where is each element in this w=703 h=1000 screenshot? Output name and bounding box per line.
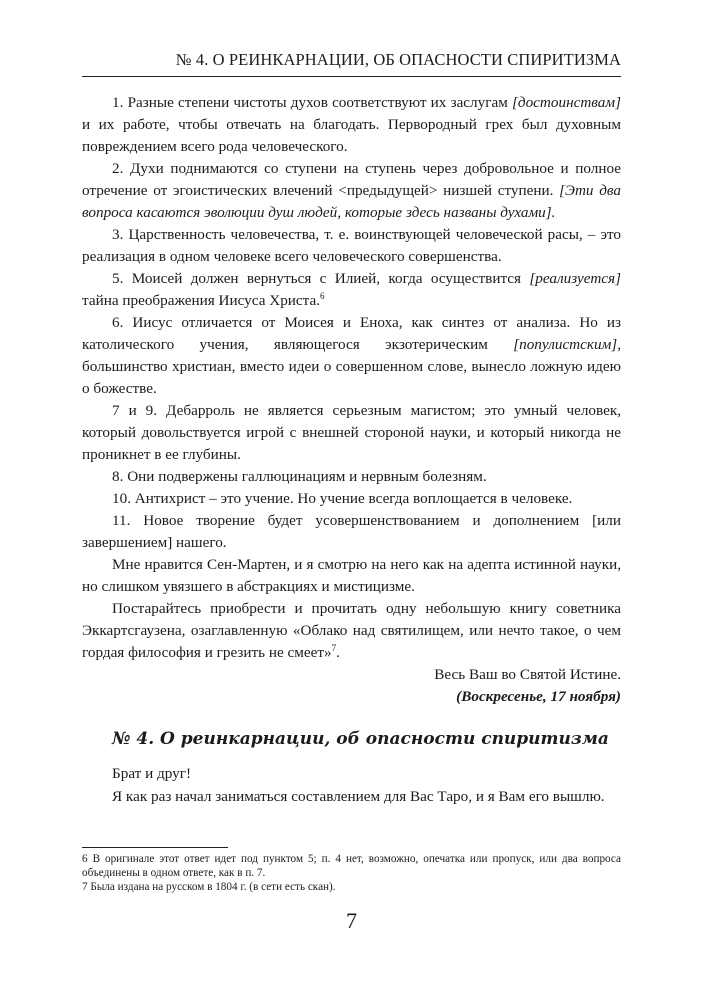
page-number: 7 bbox=[346, 908, 357, 933]
footnote-rule bbox=[82, 847, 228, 848]
paragraph-2 bbox=[82, 158, 621, 224]
text-run: Постарайтесь приобрести и прочитать одну небольшую книгу советника Эккартсгаузена, озаглавленную «Облако над святилищем, или нечто такое, о чем гордая философия и грезить не смеет» bbox=[82, 600, 621, 661]
text-run: 6. Иисус отличается от Моисея и Еноха, как синтез от анализа. Но из католического учения, являющегося экзотерическим bbox=[82, 314, 621, 353]
text-run: и их работе, чтобы отвечать на благодать. Первородный грех был духовным повреждением всего рода человеческого. bbox=[82, 116, 621, 155]
text-run: 1. Разные степени чистоты духов соответствуют их заслугам bbox=[112, 94, 512, 111]
italic-insert: [реализуется] bbox=[529, 270, 621, 287]
footnote-6: 6 В оригинале этот ответ идет под пунктом 5; п. 4 нет, возможно, опечатка или пропуск, или два вопроса объединены в одном ответе, как в п. 7. bbox=[82, 853, 621, 879]
footnote-7: 7 Была издана на русском в 1804 г. (в сети есть скан). bbox=[82, 881, 336, 893]
italic-insert: [достоинствам] bbox=[511, 94, 621, 111]
greeting: Брат и друг! bbox=[112, 765, 192, 782]
main-text bbox=[82, 92, 621, 708]
text-run: 7 и 9. Дебарроль не является серьезным магистом; это умный человек, который довольствуется игрой с внешней стороной науки, и который никогда не проникнет в ее глубины. bbox=[82, 402, 621, 463]
text-run: . bbox=[336, 644, 340, 661]
text-run: 10. Антихрист – это учение. Но учение всегда воплощается в человеке. bbox=[112, 490, 573, 507]
signature-line: Весь Ваш во Святой Истине. bbox=[434, 666, 621, 683]
text-run: 11. Новое творение будет усовершенствованием и дополнением [или завершением] нашего. bbox=[82, 512, 621, 551]
text-run: 3. Царственность человечества, т. е. воинствующей человеческой расы, – это реализация в одном человеке всего человеческого совершенства. bbox=[82, 226, 621, 265]
section-body bbox=[82, 762, 621, 808]
text-run: Мне нравится Сен-Мартен, и я смотрю на него как на адепта истинной науки, но слишком увязшего в абстракциях и мистицизме. bbox=[82, 556, 621, 595]
header-rule bbox=[82, 76, 621, 77]
paragraph-5 bbox=[82, 312, 621, 400]
paragraph-7 bbox=[82, 466, 621, 488]
footnote-ref-7[interactable]: 7 bbox=[331, 642, 337, 653]
paragraph-6 bbox=[82, 400, 621, 466]
date-line: (Воскресенье, 17 ноября) bbox=[456, 688, 621, 705]
footnote-ref-6[interactable]: 6 bbox=[320, 290, 325, 301]
text-run: , большинство христиан, вместо идеи о совершенном слове, вынесло ложную идею о божестве. bbox=[82, 336, 621, 397]
section-heading: № 4. О реинкарнации, об опасности спиритизма bbox=[112, 729, 609, 749]
footnotes bbox=[82, 852, 621, 894]
paragraph-1 bbox=[82, 92, 621, 158]
running-header: № 4. О РЕИНКАРНАЦИИ, ОБ ОПАСНОСТИ СПИРИТИЗМА bbox=[175, 50, 621, 69]
paragraph-11 bbox=[82, 598, 621, 664]
text-run: 8. Они подвержены галлюцинациям и нервным болезням. bbox=[112, 468, 487, 485]
paragraph-3 bbox=[82, 224, 621, 268]
paragraph-8 bbox=[82, 488, 621, 510]
text-run: 5. Моисей должен вернуться с Илией, когда осуществится bbox=[112, 270, 530, 287]
paragraph-4 bbox=[82, 268, 621, 312]
paragraph-9 bbox=[82, 510, 621, 554]
text-run: тайна преображения Иисуса Христа. bbox=[82, 292, 321, 309]
paragraph-10 bbox=[82, 554, 621, 598]
text-run: 2. Духи поднимаются со ступени на ступень через добровольное и полное отречение от эгоистических влечений <предыдущей> низшей ступени. bbox=[82, 160, 621, 199]
italic-insert: [популистским] bbox=[513, 336, 618, 353]
section-paragraph: Я как раз начал заниматься составлением для Вас Таро, и я Вам его вышлю. bbox=[112, 788, 605, 805]
italic-insert: [Эти два вопроса касаются эволюции душ людей, которые здесь названы духами]. bbox=[82, 182, 621, 221]
